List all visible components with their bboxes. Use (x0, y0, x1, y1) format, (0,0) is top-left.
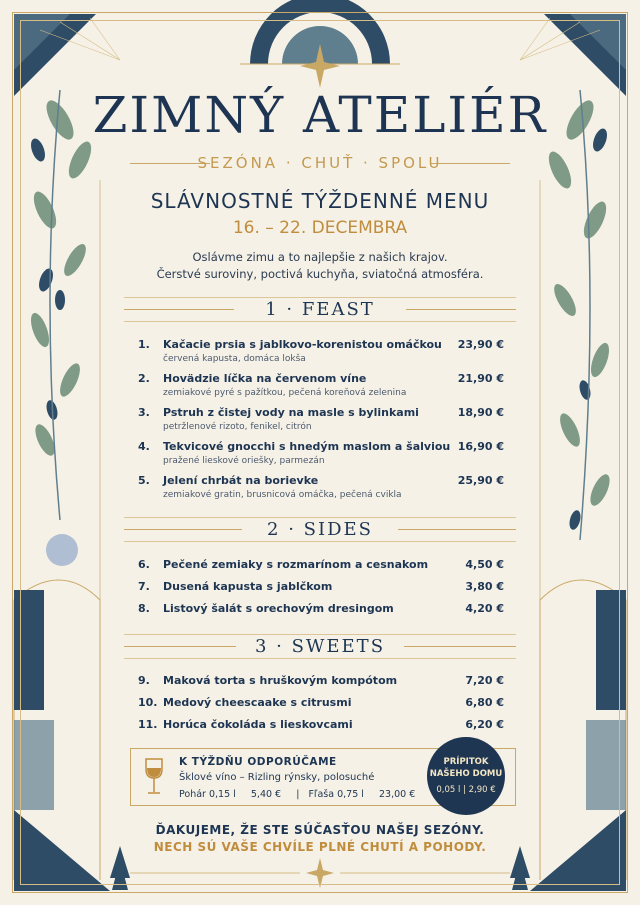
section-rule (124, 634, 516, 635)
item-description: pražené lieskové oriešky, parmezán (163, 456, 325, 466)
item-number: 9. (138, 674, 150, 687)
item-number: 3. (138, 406, 150, 419)
intro-line: Čerstvé suroviny, poctivá kuchyňa, sviatočná atmosféra. (156, 267, 484, 281)
item-number: 6. (138, 558, 150, 571)
item-name: Tekvicové gnocchi s hnedým maslom a šalviou (163, 440, 451, 453)
section-heading-sides: 2 · SIDES (267, 519, 373, 540)
item-number: 2. (138, 372, 150, 385)
section-rule (124, 321, 516, 322)
item-price: 21,90 € (457, 372, 504, 385)
recommendation-prices: Pohár 0,15 l 5,40 € | Fľaša 0,75 l 23,00 € (179, 789, 416, 800)
item-price: 16,90 € (457, 440, 504, 453)
item-name: Pstruh z čistej vody na masle s bylinkami (163, 406, 419, 419)
section-rule (124, 541, 516, 542)
item-number: 5. (138, 474, 150, 487)
item-price: 18,90 € (457, 406, 504, 419)
section-heading-feast: 1 · FEAST (265, 299, 375, 320)
item-number: 1. (138, 338, 150, 351)
recommendation-wine: Šklové víno – Rizling rýnsky, polosuché (179, 772, 375, 783)
item-description: zemiakové pyré s pažítkou, pečená koreňová zelenina (163, 388, 407, 398)
item-description: červená kapusta, domáca lokša (163, 354, 306, 364)
item-number: 4. (138, 440, 150, 453)
item-name: Kačacie prsia s jablkovo-korenistou omáčkou (163, 338, 442, 351)
footer-thanks: ĎAKUJEME, ŽE STE SÚČASŤOU NAŠEJ SEZÓNY. (155, 823, 485, 837)
item-price: 6,80 € (465, 696, 504, 709)
item-price: 25,90 € (457, 474, 504, 487)
toast-line: PRÍPITOK (443, 757, 489, 767)
tagline: SEZÓNA · CHUŤ · SPOLU (197, 154, 443, 172)
item-name: Medový cheescaake s citrusmi (163, 696, 352, 709)
menu-dates: 16. – 22. DECEMBRA (232, 218, 408, 238)
section-rule (124, 297, 516, 298)
item-name: Horúca čokoláda s lieskovcami (163, 718, 353, 731)
footer-wish: NECH SÚ VAŠE CHVÍLE PLNÉ CHUTÍ A POHODY. (153, 840, 487, 854)
item-price: 6,20 € (465, 718, 504, 731)
intro-text (0, 249, 640, 283)
item-name: Pečené zemiaky s rozmarínom a cesnakom (163, 558, 429, 571)
section-rule (124, 658, 516, 659)
item-number: 11. (138, 718, 158, 731)
menu-title: SLÁVNOSTNÉ TÝŽDENNÉ MENU (150, 189, 490, 213)
item-price: 4,50 € (465, 558, 504, 571)
recommendation-title: K TÝŽDŇU ODPORÚČAME (179, 756, 337, 768)
item-name: Jelení chrbát na borievke (163, 474, 319, 487)
wine-glass-icon (143, 757, 165, 797)
item-name: Hovädzie líčka na červenom víne (163, 372, 367, 385)
item-number: 7. (138, 580, 150, 593)
toast-line: NAŠEHO DOMU (429, 769, 503, 779)
item-name: Dusená kapusta s jablčkom (163, 580, 333, 593)
section-heading-sweets: 3 · SWEETS (254, 636, 386, 657)
item-price: 7,20 € (465, 674, 504, 687)
toast-price: 0,05 l | 2,90 € (436, 785, 496, 795)
item-number: 8. (138, 602, 150, 615)
item-price: 3,80 € (465, 580, 504, 593)
section-rule (124, 517, 516, 518)
item-description: petržlenové rizoto, fenikel, citrón (163, 422, 312, 432)
restaurant-title: ZIMNÝ ATELIÉR (92, 86, 548, 144)
item-price: 4,20 € (465, 602, 504, 615)
item-price: 23,90 € (457, 338, 504, 351)
item-number: 10. (138, 696, 158, 709)
item-name: Maková torta s hruškovým kompótom (163, 674, 398, 687)
item-description: zemiakové gratin, brusnicová omáčka, pečená cvikla (163, 490, 402, 500)
item-name: Listový šalát s orechovým dresingom (163, 602, 394, 615)
house-toast-badge (427, 737, 505, 815)
intro-line: Oslávme zimu a to najlepšie z našich krajov. (192, 250, 448, 264)
